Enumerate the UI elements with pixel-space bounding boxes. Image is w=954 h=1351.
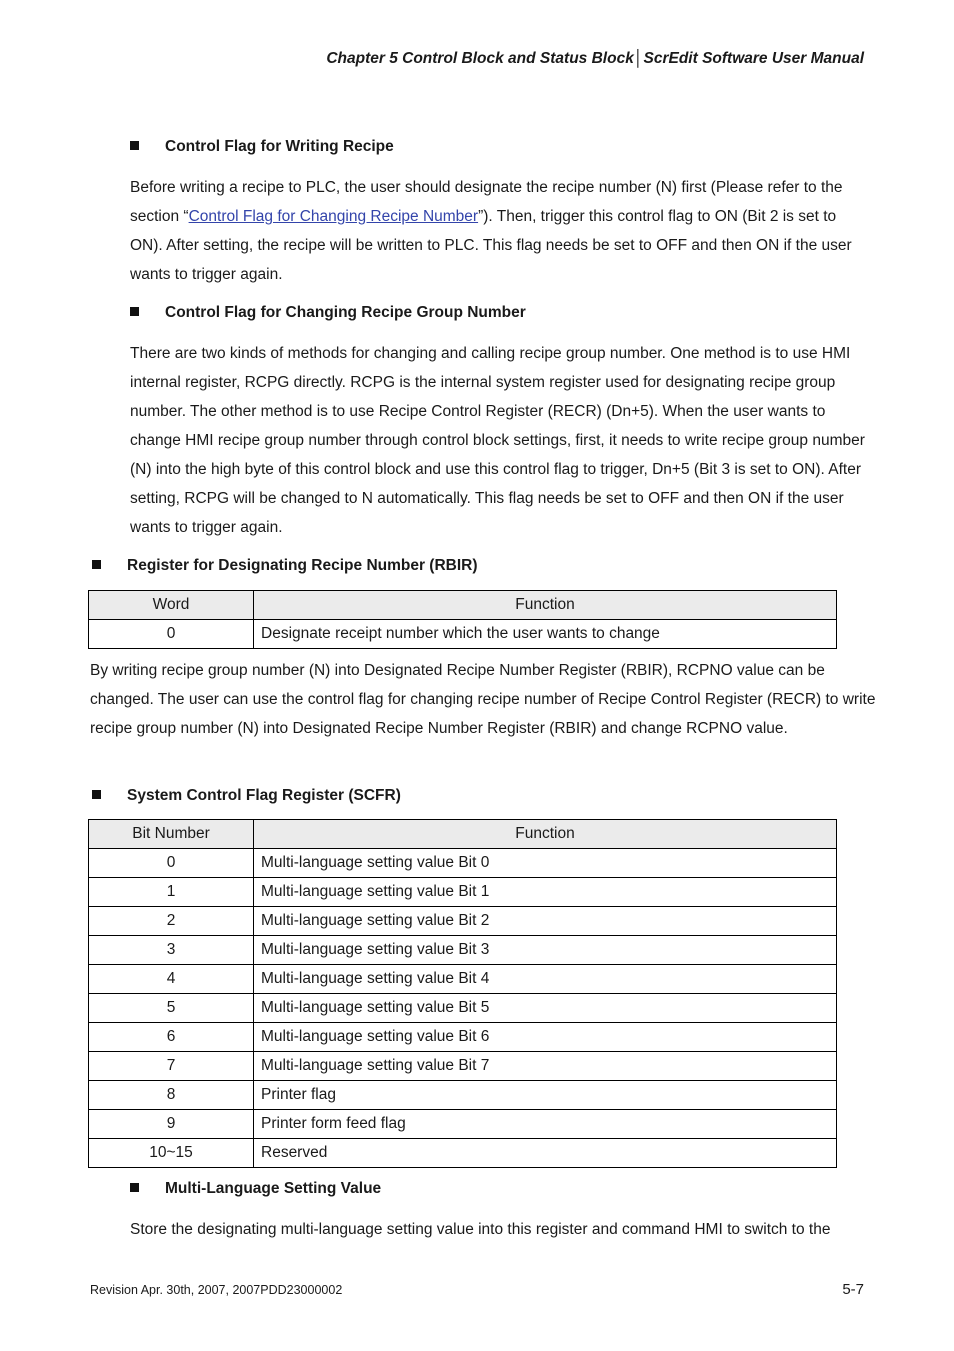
table-cell: 2: [89, 907, 254, 936]
table-cell: 10~15: [89, 1139, 254, 1168]
table-cell: 3: [89, 936, 254, 965]
table-cell: 5: [89, 994, 254, 1023]
table-row: [89, 1052, 837, 1081]
square-bullet-icon: [130, 307, 139, 316]
table-cell: 0: [89, 849, 254, 878]
heading-scfr: System Control Flag Register (SCFR): [92, 787, 401, 805]
table-header-row: [89, 591, 837, 620]
table-cell: 6: [89, 1023, 254, 1052]
table-row: [89, 849, 837, 878]
table-cell: Multi-language setting value Bit 2: [254, 907, 837, 936]
heading-changing-group: Control Flag for Changing Recipe Group Number: [130, 304, 526, 322]
table-row: [89, 1023, 837, 1052]
footer-revision: Revision Apr. 30th, 2007, 2007PDD23000002: [90, 1283, 343, 1297]
table-row: [89, 1139, 837, 1168]
table-cell: Reserved: [254, 1139, 837, 1168]
table-cell: 8: [89, 1081, 254, 1110]
table-row: [89, 1081, 837, 1110]
table-header-row: [89, 820, 837, 849]
scfr-table: [88, 819, 837, 1168]
column-header: Word: [89, 591, 254, 620]
table-cell: Multi-language setting value Bit 5: [254, 994, 837, 1023]
square-bullet-icon: [92, 790, 101, 799]
paragraph-writing-recipe: Before writing a recipe to PLC, the user should designate the recipe number (N) first (Please refer to the section “Control Flag for Changing Recipe Number”). Then, trigger this control flag to ON (Bit 2 is set to ON). After setting, the recipe will be written to PLC. This flag needs be set to OFF and then ON if the user wants to trigger again.: [130, 179, 852, 283]
heading-writing-recipe: Control Flag for Writing Recipe: [130, 138, 394, 156]
table-cell: Multi-language setting value Bit 0: [254, 849, 837, 878]
table-cell: Multi-language setting value Bit 3: [254, 936, 837, 965]
page-header: Chapter 5 Control Block and Status Block│ScrEdit Software User Manual: [326, 50, 864, 67]
heading-multilang: Multi-Language Setting Value: [130, 1180, 381, 1198]
page-number: 5-7: [842, 1281, 864, 1298]
table-cell: 0: [89, 620, 254, 649]
paragraph-rbir: By writing recipe group number (N) into Designated Recipe Number Register (RBIR), RCPNO value can be changed. The user can use the control flag for changing recipe number of Recipe Control Register (RECR) to write recipe group number (N) into Designated Recipe Number Register (RBIR) and change RCPNO value.: [90, 662, 876, 737]
paragraph-multilang: Store the designating multi-language setting value into this register and command HMI to switch to the: [130, 1221, 831, 1238]
link-changing-recipe-number[interactable]: Control Flag for Changing Recipe Number: [188, 208, 479, 225]
table-cell: Designate receipt number which the user wants to change: [254, 620, 837, 649]
table-cell: Multi-language setting value Bit 1: [254, 878, 837, 907]
table-row: [89, 878, 837, 907]
table-cell: 4: [89, 965, 254, 994]
table-row: [89, 620, 837, 649]
table-row: [89, 936, 837, 965]
square-bullet-icon: [92, 560, 101, 569]
table-cell: 1: [89, 878, 254, 907]
table-row: [89, 1110, 837, 1139]
column-header: Function: [254, 591, 837, 620]
table-row: [89, 965, 837, 994]
table-cell: Multi-language setting value Bit 4: [254, 965, 837, 994]
column-header: Function: [254, 820, 837, 849]
table-row: [89, 907, 837, 936]
square-bullet-icon: [130, 1183, 139, 1192]
table-row: [89, 994, 837, 1023]
table-cell: Multi-language setting value Bit 6: [254, 1023, 837, 1052]
table-cell: 7: [89, 1052, 254, 1081]
table-cell: 9: [89, 1110, 254, 1139]
table-cell: Multi-language setting value Bit 7: [254, 1052, 837, 1081]
square-bullet-icon: [130, 141, 139, 150]
column-header: Bit Number: [89, 820, 254, 849]
heading-rbir: Register for Designating Recipe Number (RBIR): [92, 557, 478, 575]
rbir-table: [88, 590, 837, 649]
table-cell: Printer flag: [254, 1081, 837, 1110]
paragraph-changing-group: There are two kinds of methods for changing and calling recipe group number. One method is to use HMI internal register, RCPG directly. RCPG is the internal system register used for designating recipe group number. The other method is to use Recipe Control Register (RECR) (Dn+5). When the user wants to change HMI recipe group number through control block settings, first, it needs to write recipe group number (N) into the high byte of this control block and use this control flag to trigger, Dn+5 (Bit 3 is set to ON). After setting, RCPG will be changed to N automatically. This flag needs be set to OFF and then ON if the user wants to trigger again.: [130, 345, 865, 536]
table-cell: Printer form feed flag: [254, 1110, 837, 1139]
